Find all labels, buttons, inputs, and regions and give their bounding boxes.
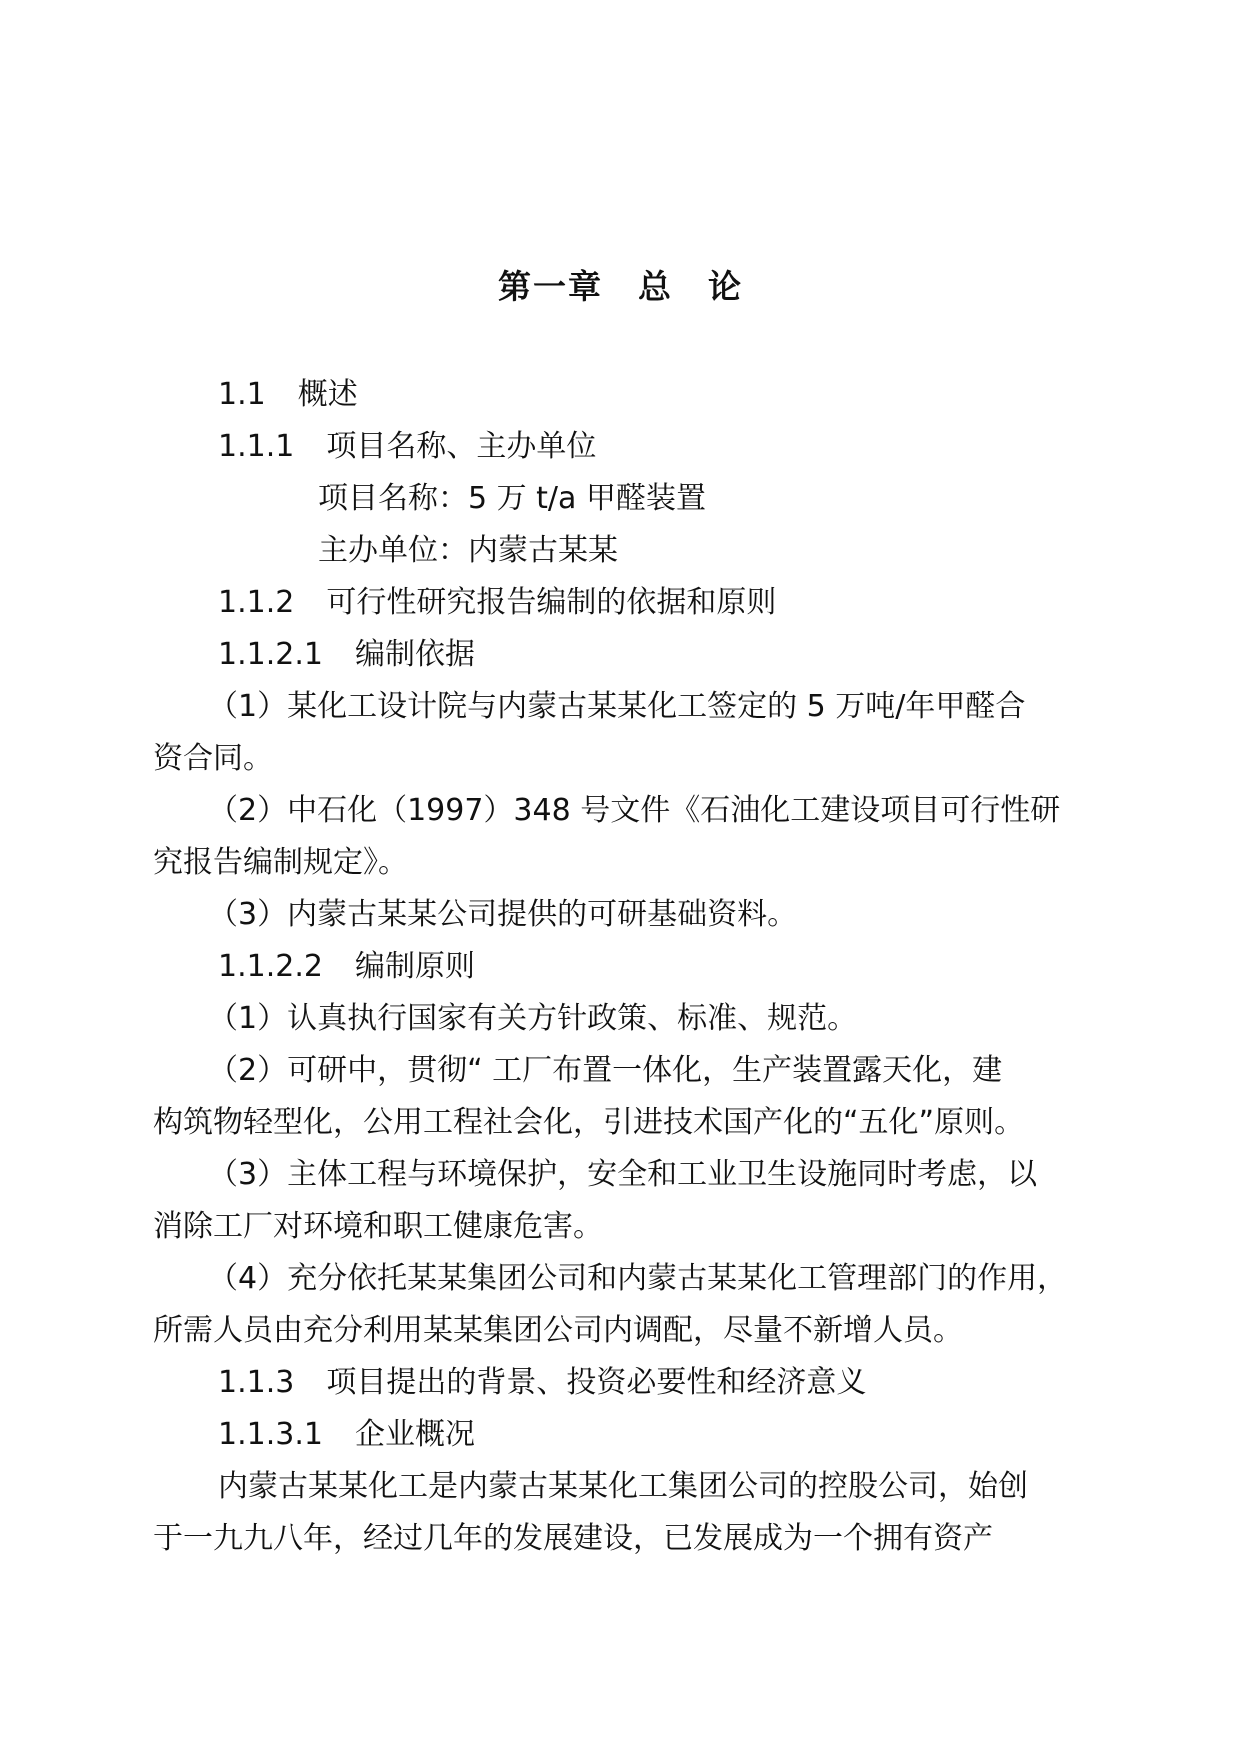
section-heading-1-1-2-1	[153, 629, 1143, 681]
section-title: 项目提出的背景、投资必要性和经济意义	[326, 1365, 867, 1400]
section-number: 1.1.1	[218, 429, 295, 464]
section-heading-1-1-2-2	[153, 941, 1143, 993]
principle-item-2-line-1: （2）可研中，贯彻“ 工厂布置一体化，生产装置露天化，建	[208, 1053, 1003, 1088]
chapter-title: 第一章 总 论	[498, 267, 743, 306]
overview-paragraph-line-1: 内蒙古某某化工是内蒙古某某化工集团公司的控股公司，始创	[218, 1469, 1028, 1504]
overview-paragraph-line-2: 于一九九八年，经过几年的发展建设，已发展成为一个拥有资产	[153, 1521, 993, 1556]
basis-item-1-line-1: （1）某化工设计院与内蒙古某某化工签定的 5 万吨/年甲醛合	[208, 689, 1026, 724]
section-title: 可行性研究报告编制的依据和原则	[326, 585, 777, 620]
section-number: 1.1.3.1	[218, 1417, 323, 1452]
section-number: 1.1.3	[218, 1365, 295, 1400]
basis-item-2-line-1: （2）中石化（1997）348 号文件《石油化工建设项目可行性研	[208, 793, 1061, 828]
section-title: 编制原则	[354, 949, 475, 984]
document-body	[153, 369, 1143, 1565]
section-title: 项目名称、主办单位	[326, 429, 597, 464]
section-heading-1-1-1	[153, 421, 1143, 473]
basis-item-3-line-1: （3）内蒙古某某公司提供的可研基础资料。	[208, 897, 798, 932]
principle-item-3-line-2: 消除工厂对环境和职工健康危害。	[153, 1209, 603, 1244]
principle-item-3-line-1: （3）主体工程与环境保护，安全和工业卫生设施同时考虑，以	[208, 1157, 1038, 1192]
project-name-line: 项目名称：5 万 t/a 甲醛装置	[318, 481, 706, 516]
sponsor-line: 主办单位：内蒙古某某	[318, 533, 618, 568]
basis-item-1-line-2: 资合同。	[153, 741, 273, 776]
section-number: 1.1.2.2	[218, 949, 323, 984]
section-heading-1-1-3	[153, 1357, 1143, 1409]
section-heading-1-1-2	[153, 577, 1143, 629]
basis-item-2-line-2: 究报告编制规定》。	[153, 845, 408, 880]
principle-item-2-line-2: 构筑物轻型化，公用工程社会化，引进技术国产化的“五化”原则。	[153, 1105, 1025, 1140]
section-number: 1.1.2.1	[218, 637, 323, 672]
principle-item-4-line-1: （4）充分依托某某集团公司和内蒙古某某化工管理部门的作用，	[208, 1261, 1068, 1296]
section-title: 编制依据	[354, 637, 475, 672]
principle-item-4-line-2: 所需人员由充分利用某某集团公司内调配，尽量不新增人员。	[153, 1313, 963, 1348]
section-number: 1.1.2	[218, 585, 295, 620]
section-heading-1-1-3-1	[153, 1409, 1143, 1461]
section-number: 1.1	[218, 377, 266, 412]
section-heading-1-1	[153, 369, 1143, 421]
principle-item-1-line-1: （1）认真执行国家有关方针政策、标准、规范。	[208, 1001, 858, 1036]
section-title: 概述	[297, 377, 358, 412]
section-title: 企业概况	[354, 1417, 475, 1452]
